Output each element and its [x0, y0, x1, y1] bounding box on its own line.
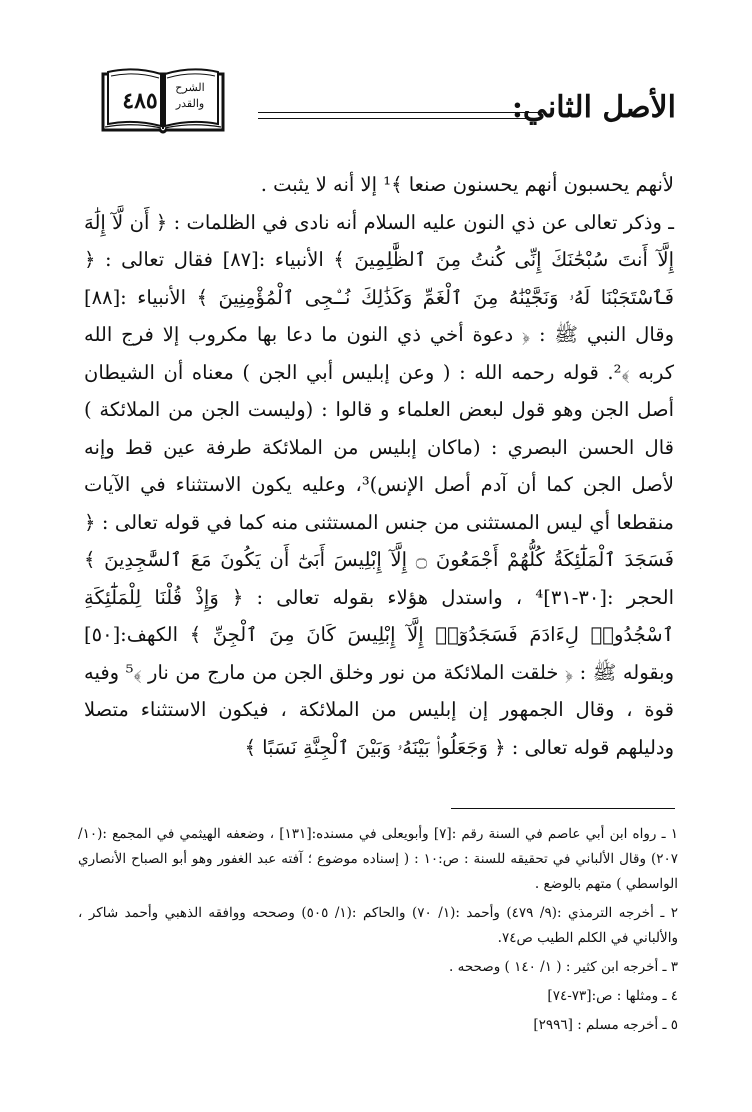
footnote-divider	[451, 808, 675, 809]
section-title: الأصل الثاني:	[511, 90, 676, 125]
page-number: ٤٨٥	[122, 88, 158, 114]
book-label	[168, 80, 212, 112]
page-header	[100, 66, 680, 138]
footnote: ١ ـ رواه ابن أبي عاصم في السنة رقم :[٧] وأبويعلى في مسنده:[١٣١] ، وضعفه الهيثمي في المجمع :(١٠/ ٢٠٧) وقال الألباني في تحقيقه للسنة : ص:١٠ : ( إسناده موضوع ؛ آفته عبد الغفور وهو أبو الصباح الأنصاري الواسطي ) متهم بالوضع .	[78, 826, 678, 892]
main-text	[84, 166, 674, 766]
footnote: ٢ ـ أخرجه الترمذي :(٩/ ٤٧٩) وأحمد :(١/ ٧٠) والحاكم :(١/ ٥٠٥) وصححه ووافقه الذهبي وأحمد شاكر ، والألباني في الكلم الطيب ص٧٤.	[78, 905, 679, 946]
paragraph: لأنهم يحسبون أنهم يحسنون صنعا ﴾¹ إلا أنه لا يثبت .	[260, 173, 674, 196]
header-rule	[258, 112, 540, 119]
paragraph: ـ وذكر تعالى عن ذي النون عليه السلام أنه نادى في الظلمات : ﴿ أَن لَّآ إِلَٰهَ إِلَّآ أَنتَ سُبْحَٰنَكَ إِنِّى كُنتُ مِنَ ٱلظَّٰلِمِينَ ﴾ الأنبياء :[٨٧] فقال تعالى : ﴿ فَٱسْتَجَبْنَا لَهُۥ وَنَجَّيْنَٰهُ مِنَ ٱلْغَمِّ وَكَذَٰلِكَ نُـۨجِى ٱلْمُؤْمِنِينَ ﴾ الأنبياء :[٨٨] وقال النبي ﷺ : ﴿ دعوة أخي ذي النون ما دعا بها مكروب إلا فرج الله كربه ﴾². قوله رحمه الله : ( وعن إبليس أبي الجن ) معناه أن الشيطان أصل الجن وهو قول لبعض العلماء و قالوا : (وليست الجن من الملائكة ) قال الحسن البصري : (ماكان إبليس من الملائكة طرفة عين قط وإنه لأصل الجن كما أن آدم أصل الإنس)³، وعليه يكون الاستثناء في الآيات منقطعا أي ليس المستثنى من جنس المستثنى منه كما في قوله تعالى : ﴿ فَسَجَدَ ٱلْمَلَٰٓئِكَةُ كُلُّهُمْ أَجْمَعُونَ ۝ إِلَّآ إِبْلِيسَ أَبَىٰٓ أَن يَكُونَ مَعَ ٱلسَّٰجِدِينَ ﴾ الحجر :[٣٠-٣١]⁴ ، واستدل هؤلاء بقوله تعالى : ﴿ وَإِذْ قُلْنَا لِلْمَلَٰٓئِكَةِ ٱسْجُدُوا۟ لِءَادَمَ فَسَجَدُوٓا۟ إِلَّآ إِبْلِيسَ كَانَ مِنَ ٱلْجِنِّ ﴾ الكهف:[٥٠] وبقوله ﷺ : ﴿ خلقت الملائكة من نور وخلق الجن من مارج من نار ﴾⁵ وفيه قوة ، وقال الجمهور إن إبليس من الملائكة ، فيكون الاستثناء متصلا ودليلهم قوله تعالى : ﴿ وَجَعَلُوا۟ بَيْنَهُۥ وَبَيْنَ ٱلْجِنَّةِ نَسَبًا ﴾	[84, 210, 675, 759]
footnote: ٥ ـ أخرجه مسلم : [٢٩٩٦]	[533, 1017, 678, 1033]
book-label-line1: الشرح	[175, 81, 205, 94]
footnotes	[78, 822, 678, 1042]
book-label-line2: والقدر	[175, 97, 205, 110]
open-book-icon	[100, 66, 226, 136]
footnote: ٤ ـ ومثلها : ص:[٧٣-٧٤]	[547, 988, 678, 1004]
footnote: ٣ ـ أخرجه ابن كثير : ( ١/ ١٤٠ ) وصححه .	[449, 959, 678, 975]
